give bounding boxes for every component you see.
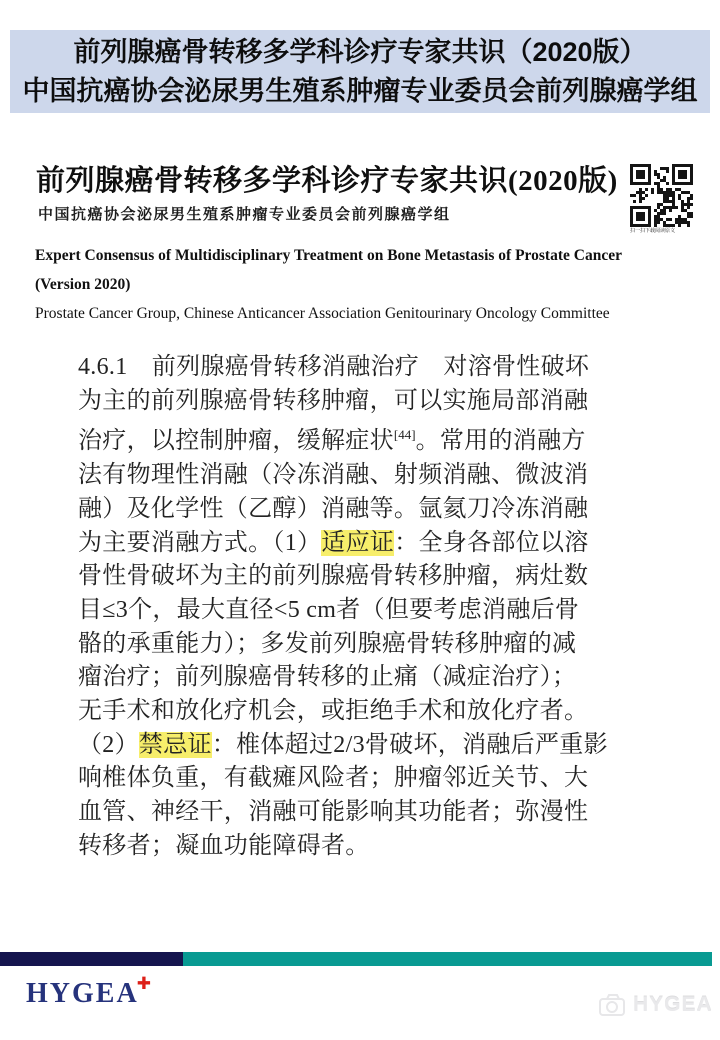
body-text: 血管、神经干，消融可能影响其功能者；弥漫性 <box>78 799 589 826</box>
body-line <box>78 418 626 459</box>
body-text: 骼的承重能力）；多发前列腺癌骨转移肿瘤的减 <box>78 630 577 657</box>
body-line <box>78 762 626 796</box>
banner-title-line1: 前列腺癌骨转移多学科诊疗专家共识（2020版） <box>73 37 647 67</box>
top-banner <box>10 30 710 113</box>
body-line <box>78 459 626 493</box>
paper-author-group: 中国抗癌协会泌尿男生殖系肿瘤专业委员会前列腺癌学组 <box>38 207 451 223</box>
citation-superscript: [44] <box>393 427 416 443</box>
body-text: （2） <box>78 731 139 758</box>
english-authors: Prostate Cancer Group, Chinese Anticancer Association Genitourinary Oncology Committee <box>35 305 610 322</box>
body-paragraph <box>78 351 626 864</box>
body-text: ：椎体超过2/3骨破坏，消融后严重影 <box>211 731 608 758</box>
body-text: 无手术和放化疗机会，或拒绝手术和放化疗者。 <box>78 698 589 725</box>
body-text: 。常用的消融方 <box>415 428 586 455</box>
body-line <box>78 493 626 527</box>
body-line <box>78 385 626 419</box>
body-line <box>78 830 626 864</box>
body-text: 骨性骨破坏为主的前列腺癌骨转移肿瘤，病灶数 <box>78 563 589 590</box>
qr-code <box>630 164 693 235</box>
english-citation-block <box>35 241 685 328</box>
footer-bar-navy <box>0 952 183 966</box>
camera-icon <box>598 992 628 1018</box>
body-line <box>78 351 626 385</box>
footer-bar-teal <box>183 952 712 966</box>
qr-caption: 扫一扫下载阅读原文 <box>630 228 676 234</box>
body-text: 法有物理性消融（冷冻消融、射频消融、微波消 <box>78 462 589 489</box>
hygea-watermark <box>598 992 713 1018</box>
body-line <box>78 695 626 729</box>
highlighted-term: 适应证 <box>321 529 395 556</box>
body-line <box>78 594 626 628</box>
body-line <box>78 729 626 763</box>
red-cross-icon: ✚ <box>136 974 151 994</box>
body-text: 治疗，以控制肿瘤，缓解症状 <box>78 428 394 455</box>
paper-title: 前列腺癌骨转移多学科诊疗专家共识(2020版) <box>36 165 618 197</box>
body-line <box>78 661 626 695</box>
body-text: 融）及化学性（乙醇）消融等。氩氦刀冷冻消融 <box>78 495 589 522</box>
body-text: 响椎体负重，有截瘫风险者；肿瘤邻近关节、大 <box>78 765 589 792</box>
body-text: 瘤治疗；前列腺癌骨转移的止痛（减症治疗）； <box>78 664 577 691</box>
watermark-text: HYGEA <box>633 993 713 1016</box>
body-line <box>78 527 626 561</box>
qr-code-icon <box>630 164 693 227</box>
hygea-logo <box>26 974 153 1010</box>
english-version: (Version 2020) <box>35 276 131 293</box>
body-line <box>78 560 626 594</box>
body-text: 4.6.1 前列腺癌骨转移消融治疗 对溶骨性破坏 <box>78 354 590 380</box>
body-text: 为主要消融方式。（1） <box>78 529 322 556</box>
body-text: 目≤3个，最大直径<5 cm者（但要考虑消融后骨 <box>78 596 580 623</box>
body-text: 为主的前列腺癌骨转移肿瘤，可以实施局部消融 <box>78 387 589 414</box>
hygea-logo-text: HYGEA <box>26 978 139 1009</box>
english-title: Expert Consensus of Multidisciplinary Treatment on Bone Metastasis of Prostate Cancer <box>35 247 622 264</box>
banner-title-line2: 中国抗癌协会泌尿男生殖系肿瘤专业委员会前列腺癌学组 <box>22 76 698 106</box>
body-line <box>78 796 626 830</box>
body-text: 转移者；凝血功能障碍者。 <box>78 832 370 859</box>
highlighted-term: 禁忌证 <box>138 731 212 758</box>
body-line <box>78 628 626 662</box>
body-text: ：全身各部位以溶 <box>394 529 589 556</box>
